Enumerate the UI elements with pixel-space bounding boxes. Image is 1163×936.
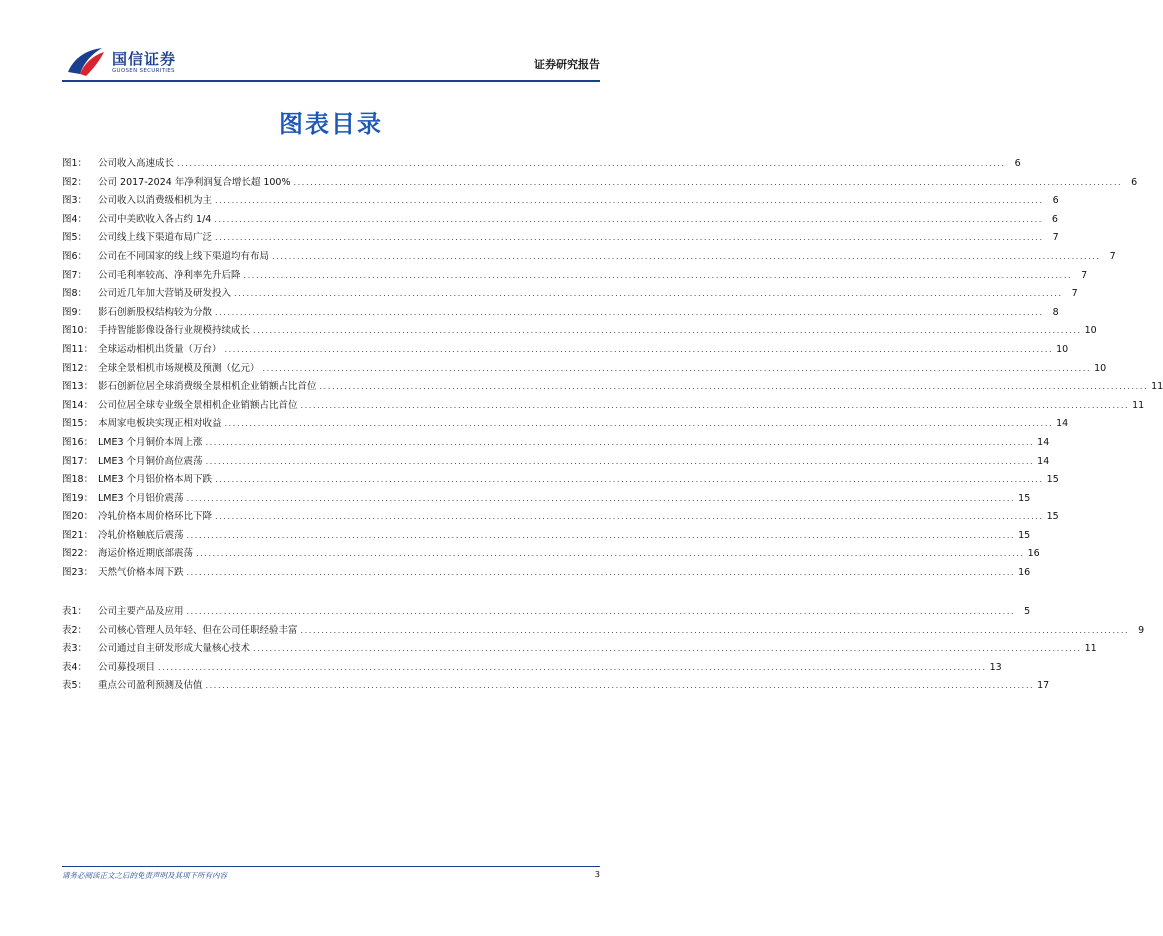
footer-divider bbox=[62, 866, 600, 867]
toc-dot-leader: ........................................................................................................................................................................................................ bbox=[215, 196, 1044, 206]
toc-entry-page: 6 bbox=[1014, 158, 1021, 169]
toc-entry-label: 表2： bbox=[62, 624, 88, 636]
figure-toc-entry[interactable] bbox=[62, 267, 1088, 286]
footer-disclaimer: 请务必阅读正文之后的免责声明及其项下所有内容 bbox=[62, 871, 227, 880]
toc-entry-label: 图9： bbox=[62, 306, 88, 318]
toc-entry-title: 公司收入高速成长 bbox=[98, 158, 175, 169]
toc-dot-leader: ........................................................................................................................................................................................................ bbox=[196, 549, 1025, 559]
toc-entry-label: 图7： bbox=[62, 269, 88, 281]
toc-dot-leader: ........................................................................................................................................................................................................ bbox=[158, 662, 987, 672]
figure-toc-entry[interactable] bbox=[62, 564, 1031, 583]
toc-dot-leader: ........................................................................................................................................................................................................ bbox=[253, 326, 1082, 336]
toc-entry-page: 6 bbox=[1051, 213, 1058, 225]
toc-entry-label: 图15： bbox=[62, 418, 94, 430]
toc-dot-leader: ........................................................................................................................................................................................................ bbox=[205, 681, 1035, 691]
toc-entry-label: 图14： bbox=[62, 399, 94, 411]
toc-entry-page: 15 bbox=[1046, 511, 1059, 523]
toc-entry-title: 公司在不同国家的线上线下渠道均有布局 bbox=[98, 250, 270, 262]
figure-toc-entry[interactable] bbox=[62, 229, 1059, 248]
figure-toc-entry[interactable] bbox=[62, 360, 1107, 379]
toc-entry-page: 7 bbox=[1071, 288, 1078, 300]
toc-entry-page: 6 bbox=[1131, 176, 1138, 188]
figure-toc-entry[interactable] bbox=[62, 545, 1040, 564]
toc-entry-title: 本周家电板块实现正相对收益 bbox=[98, 418, 222, 430]
toc-entry-label: 图8： bbox=[62, 288, 88, 300]
toc-entry-label: 图2： bbox=[62, 176, 88, 188]
toc-dot-leader: ........................................................................................................................................................................................................ bbox=[215, 233, 1044, 243]
toc-entry-title: 全球全景相机市场规模及预测（亿元） bbox=[98, 362, 260, 374]
toc-entry-page: 14 bbox=[1056, 418, 1069, 430]
toc-entry-title: 影石创新股权结构较为分散 bbox=[98, 306, 213, 318]
figure-toc-entry[interactable] bbox=[62, 155, 1021, 174]
toc-entry-label: 图10： bbox=[62, 325, 94, 337]
toc-entry-title: 影石创新位居全球消费级全景相机企业销额占比首位 bbox=[98, 381, 317, 393]
report-type-label: 证券研究报告 bbox=[534, 58, 600, 71]
toc-entry-label: 图17： bbox=[62, 455, 94, 467]
toc-entry-label: 图19： bbox=[62, 492, 94, 504]
figure-toc-entry[interactable] bbox=[62, 248, 1116, 267]
toc-dot-leader: ........................................................................................................................................................................................................ bbox=[300, 400, 1130, 410]
figure-toc-entry[interactable] bbox=[62, 508, 1059, 527]
table-toc-entry[interactable] bbox=[62, 603, 1031, 622]
toc-entry-page: 6 bbox=[1052, 195, 1059, 207]
page-title: 图表目录 bbox=[279, 110, 383, 138]
toc-dot-leader: ........................................................................................................................................................................................................ bbox=[224, 344, 1054, 354]
toc-entry-label: 图12： bbox=[62, 362, 94, 374]
toc-entry-page: 16 bbox=[1018, 567, 1031, 579]
toc-entry-title: 公司核心管理人员年轻、但在公司任职经验丰富 bbox=[98, 624, 298, 636]
toc-entry-page: 10 bbox=[1094, 362, 1107, 374]
toc-entry-title: LME3 个月铜价高位震荡 bbox=[98, 455, 203, 467]
page-header bbox=[62, 44, 600, 78]
toc-entry-title: 公司主要产品及应用 bbox=[98, 606, 184, 617]
toc-entry-label: 表1： bbox=[62, 606, 88, 617]
toc-entry-title: 冷轧价格触底后震荡 bbox=[98, 529, 184, 541]
toc-entry-page: 11 bbox=[1084, 643, 1097, 655]
toc-entry-label: 图11： bbox=[62, 343, 94, 355]
toc-entry-label: 图3： bbox=[62, 195, 88, 207]
toc-dot-leader: ........................................................................................................................................................................................................ bbox=[205, 456, 1035, 466]
toc-entry-page: 11 bbox=[1151, 381, 1163, 393]
figure-toc-entry[interactable] bbox=[62, 341, 1069, 360]
toc-dot-leader: ........................................................................................................................................................................................................ bbox=[186, 530, 1016, 540]
toc-entry-label: 图6： bbox=[62, 250, 88, 262]
toc-dot-leader: ........................................................................................................................................................................................................ bbox=[262, 363, 1092, 373]
figure-toc-entry[interactable] bbox=[62, 397, 1145, 416]
header-divider bbox=[62, 80, 600, 82]
toc-entry-title: 公司通过自主研发形成大量核心技术 bbox=[98, 643, 251, 655]
toc-dot-leader: ........................................................................................................................................................................................................ bbox=[300, 625, 1130, 635]
table-toc-entry[interactable] bbox=[62, 677, 1050, 696]
toc-entry-title: 冷轧价格本周价格环比下降 bbox=[98, 511, 213, 523]
toc-entry-page: 15 bbox=[1046, 474, 1059, 486]
toc-entry-label: 表3： bbox=[62, 643, 88, 655]
figure-toc-entry[interactable] bbox=[62, 527, 1031, 546]
toc-entry-page: 7 bbox=[1052, 232, 1059, 244]
toc-dot-leader: ........................................................................................................................................................................................................ bbox=[205, 437, 1035, 447]
toc-entry-page: 13 bbox=[989, 661, 1002, 673]
toc-entry-page: 7 bbox=[1081, 269, 1088, 281]
toc-entry-label: 图13： bbox=[62, 381, 94, 393]
toc-dot-leader: ........................................................................................................................................................................................................ bbox=[293, 177, 1123, 187]
figure-toc-entry[interactable] bbox=[62, 471, 1059, 490]
toc-entry-title: 重点公司盈利预测及估值 bbox=[98, 680, 203, 692]
toc-dot-leader: ........................................................................................................................................................................................................ bbox=[177, 159, 1006, 168]
figure-toc-entry[interactable] bbox=[62, 174, 1138, 193]
toc-dot-leader: ........................................................................................................................................................................................................ bbox=[253, 644, 1082, 654]
toc-entry-title: LME3 个月铝价震荡 bbox=[98, 492, 184, 504]
toc-entry-title: 全球运动相机出货量（万台） bbox=[98, 343, 222, 355]
toc-dot-leader: ........................................................................................................................................................................................................ bbox=[215, 512, 1044, 522]
toc-entry-page: 15 bbox=[1018, 529, 1031, 541]
toc-entry-page: 10 bbox=[1084, 325, 1097, 337]
figure-toc-entry[interactable] bbox=[62, 285, 1078, 304]
toc-entry-page: 17 bbox=[1037, 680, 1050, 692]
brand-name-cn: 国信证券 bbox=[112, 50, 177, 68]
figure-toc-entry[interactable] bbox=[62, 192, 1059, 211]
toc-entry-page: 15 bbox=[1018, 492, 1031, 504]
toc-dot-leader: ........................................................................................................................................................................................................ bbox=[214, 214, 1043, 224]
toc-dot-leader: ........................................................................................................................................................................................................ bbox=[186, 607, 1016, 616]
toc-entry-title: 公司中美欧收入各占约 1/4 bbox=[98, 213, 212, 225]
toc-entry-label: 图5： bbox=[62, 232, 88, 244]
brand-name-en: GUOSEN SECURITIES bbox=[112, 68, 175, 74]
toc-entry-label: 图16： bbox=[62, 436, 94, 448]
toc-entry-title: 公司募投项目 bbox=[98, 661, 156, 673]
toc-entry-title: 海运价格近期底部震荡 bbox=[98, 548, 194, 560]
table-toc-entry[interactable] bbox=[62, 659, 1002, 678]
toc-entry-page: 8 bbox=[1052, 306, 1059, 318]
figure-toc-entry[interactable] bbox=[62, 415, 1069, 434]
figure-toc-entry[interactable] bbox=[62, 453, 1050, 472]
toc-entry-page: 5 bbox=[1024, 606, 1031, 617]
toc-entry-title: 公司 2017-2024 年净利润复合增长超 100% bbox=[98, 176, 291, 188]
toc-dot-leader: ........................................................................................................................................................................................................ bbox=[186, 568, 1016, 578]
figure-toc-entry[interactable] bbox=[62, 490, 1031, 509]
figure-toc-entry[interactable] bbox=[62, 322, 1097, 341]
toc-entry-page: 16 bbox=[1027, 548, 1040, 560]
toc-entry-title: 公司线上线下渠道布局广泛 bbox=[98, 232, 213, 244]
table-toc-entry[interactable] bbox=[62, 622, 1145, 641]
toc-entry-label: 图20： bbox=[62, 511, 94, 523]
toc-entry-label: 图21： bbox=[62, 529, 94, 541]
toc-entry-label: 图22： bbox=[62, 548, 94, 560]
toc-entry-title: LME3 个月铜价本周上涨 bbox=[98, 436, 203, 448]
toc-entry-label: 表4： bbox=[62, 661, 88, 673]
toc-entry-page: 11 bbox=[1132, 399, 1145, 411]
toc-entry-title: 公司近几年加大营销及研发投入 bbox=[98, 288, 232, 300]
toc-entry-title: 手持智能影像设备行业规模持续成长 bbox=[98, 325, 251, 337]
toc-entry-title: 公司收入以消费级相机为主 bbox=[98, 195, 213, 207]
toc-dot-leader: ........................................................................................................................................................................................................ bbox=[272, 251, 1101, 261]
toc-entry-title: LME3 个月铝价格本周下跌 bbox=[98, 474, 213, 486]
toc-entry-title: 公司位居全球专业级全景相机企业销额占比首位 bbox=[98, 399, 298, 411]
table-toc-entry[interactable] bbox=[62, 640, 1097, 659]
toc-entry-page: 10 bbox=[1056, 343, 1069, 355]
figure-toc-entry[interactable] bbox=[62, 211, 1058, 230]
toc-entry-title: 天然气价格本周下跌 bbox=[98, 567, 184, 579]
figures-toc bbox=[62, 155, 1163, 583]
toc-entry-title: 公司毛利率较高、净利率先升后降 bbox=[98, 269, 241, 281]
toc-dot-leader: ........................................................................................................................................................................................................ bbox=[215, 307, 1044, 317]
toc-dot-leader: ........................................................................................................................................................................................................ bbox=[186, 493, 1016, 503]
toc-entry-label: 图1： bbox=[62, 158, 88, 169]
tables-toc bbox=[62, 603, 1145, 696]
figure-toc-entry[interactable] bbox=[62, 378, 1163, 397]
toc-entry-label: 表5： bbox=[62, 680, 88, 692]
toc-entry-label: 图18： bbox=[62, 474, 94, 486]
toc-entry-page: 9 bbox=[1138, 624, 1145, 636]
footer-page-number: 3 bbox=[594, 870, 600, 879]
toc-entry-label: 图23： bbox=[62, 567, 94, 579]
toc-dot-leader: ........................................................................................................................................................................................................ bbox=[243, 270, 1073, 280]
figure-toc-entry[interactable] bbox=[62, 434, 1050, 453]
guosen-logo-icon bbox=[66, 44, 106, 78]
figure-toc-entry[interactable] bbox=[62, 304, 1059, 323]
toc-dot-leader: ........................................................................................................................................................................................................ bbox=[224, 419, 1054, 429]
toc-dot-leader: ........................................................................................................................................................................................................ bbox=[319, 382, 1149, 392]
toc-entry-page: 14 bbox=[1037, 436, 1050, 448]
toc-entry-label: 图4： bbox=[62, 213, 88, 225]
toc-entry-page: 14 bbox=[1037, 455, 1050, 467]
toc-dot-leader: ........................................................................................................................................................................................................ bbox=[215, 475, 1044, 485]
toc-entry-page: 7 bbox=[1109, 250, 1116, 262]
toc-dot-leader: ........................................................................................................................................................................................................ bbox=[234, 289, 1063, 299]
